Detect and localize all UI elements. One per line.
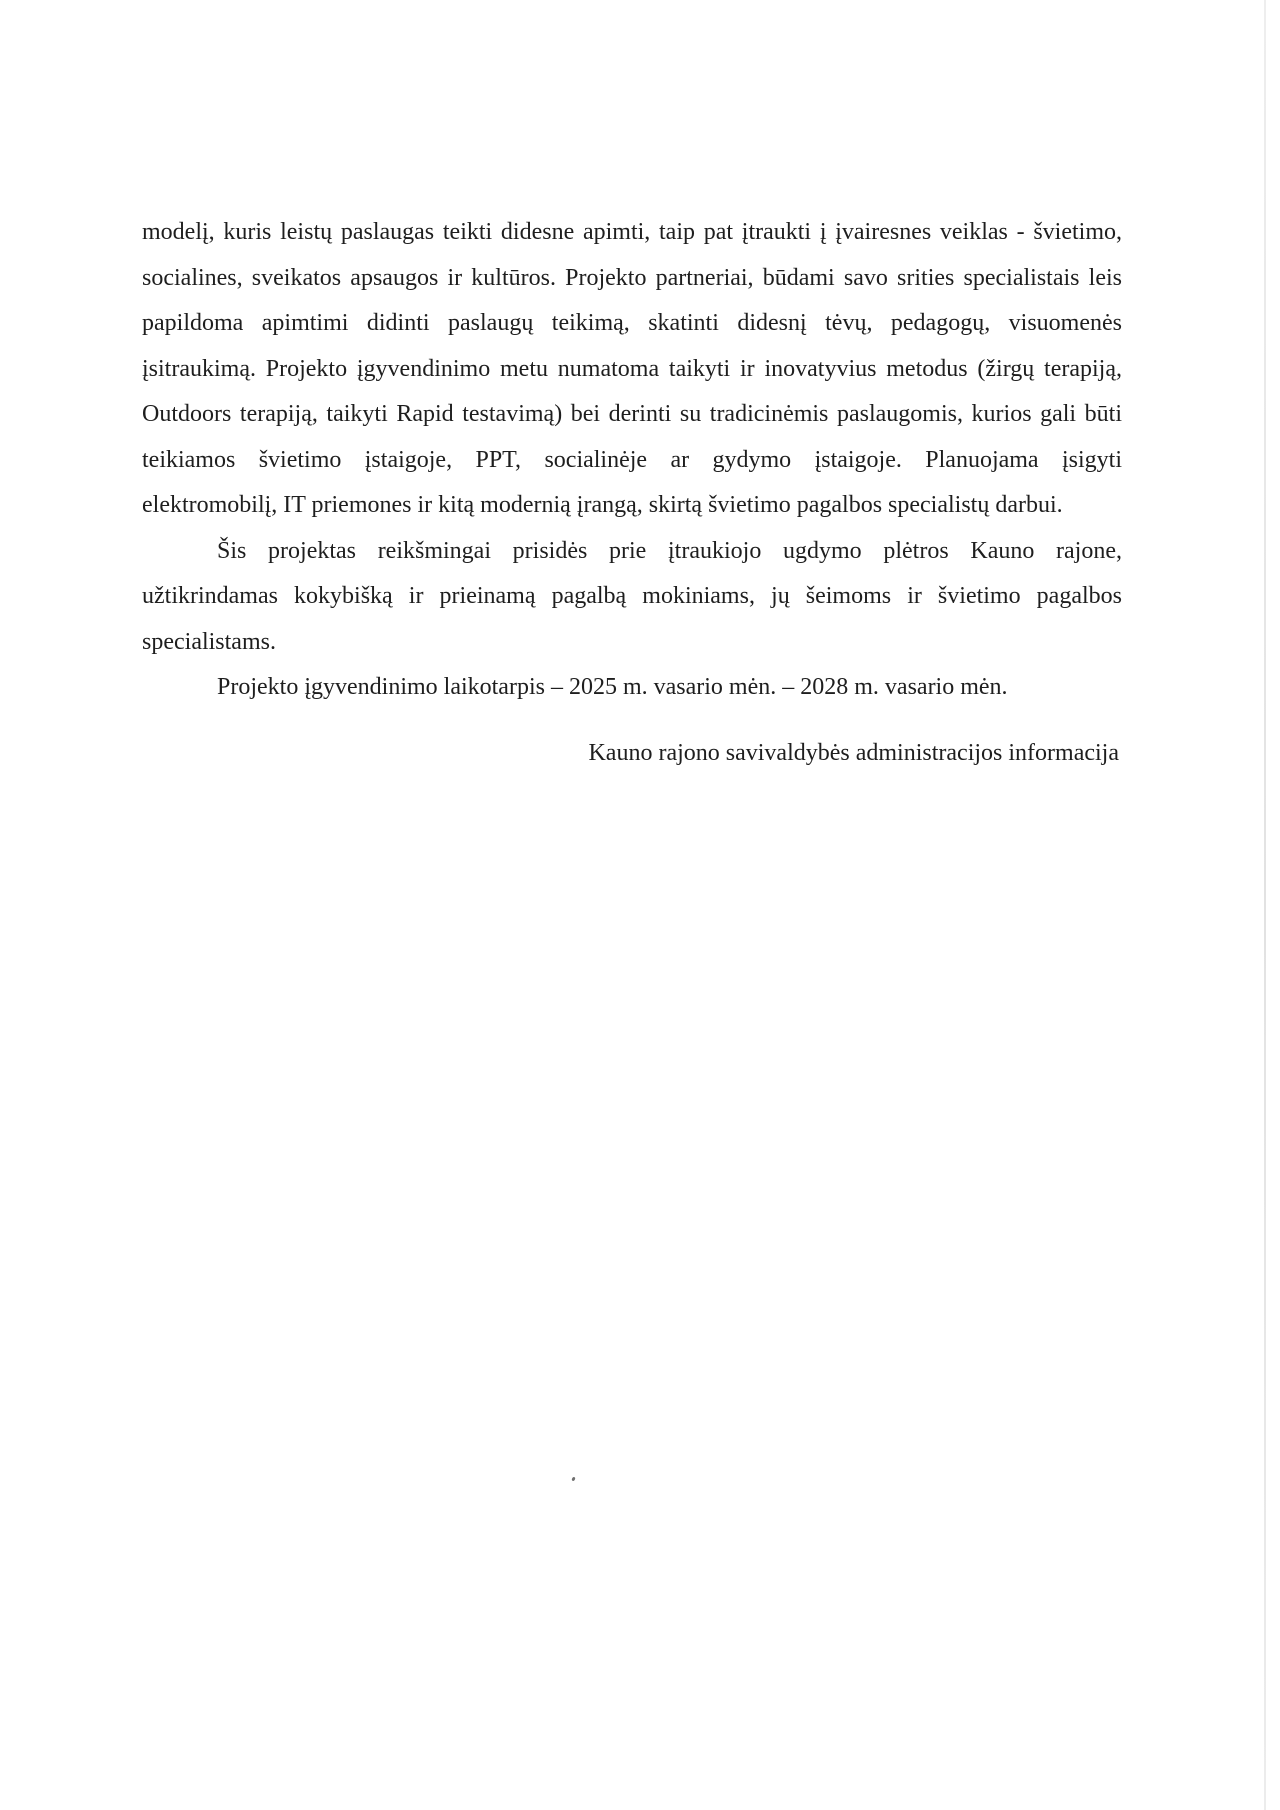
paragraph-line: užtikrindamas kokybišką ir prieinamą pagalbą mokiniams, jų šeimoms ir švietimo pagalbos [142,583,1122,609]
paragraph-line: Šis projektas reikšmingai prisidės prie įtraukiojo ugdymo plėtros Kauno rajone, [217,537,1122,564]
paragraph-line: papildoma apimtimi didinti paslaugų teikimą, skatinti didesnį tėvų, pedagogų, visuomenės [142,310,1122,336]
paragraph-line: modelį, kuris leistų paslaugas teikti didesne apimti, taip pat įtraukti į įvairesnes veiklas - švietimo, [142,219,1122,245]
paragraph-line: Projekto įgyvendinimo laikotarpis – 2025 m. vasario mėn. – 2028 m. vasario mėn. [217,674,1008,700]
paragraph-line: Outdoors terapiją, taikyti Rapid testavimą) bei derinti su tradicinėmis paslaugomis, kurios gali būti [142,401,1122,427]
signature-line: Kauno rajono savivaldybės administracijos informacija [588,740,1119,766]
document-body [142,210,1122,711]
scan-speck [571,1477,575,1482]
paragraph-line: socialines, sveikatos apsaugos ir kultūros. Projekto partneriai, būdami savo srities specialistais leis [142,264,1122,291]
paragraph-line: elektromobilį, IT priemones ir kitą modernią įrangą, skirtą švietimo pagalbos specialistų darbui. [142,492,1063,518]
paragraph-line: teikiamos švietimo įstaigoje, PPT, socialinėje ar gydymo įstaigoje. Planuojama įsigyti [142,446,1122,473]
page-edge [1264,0,1266,1810]
paragraph-line: įsitraukimą. Projekto įgyvendinimo metu numatoma taikyti ir inovatyvius metodus (žirgų terapiją, [142,355,1122,382]
paragraph-line: specialistams. [142,628,276,655]
